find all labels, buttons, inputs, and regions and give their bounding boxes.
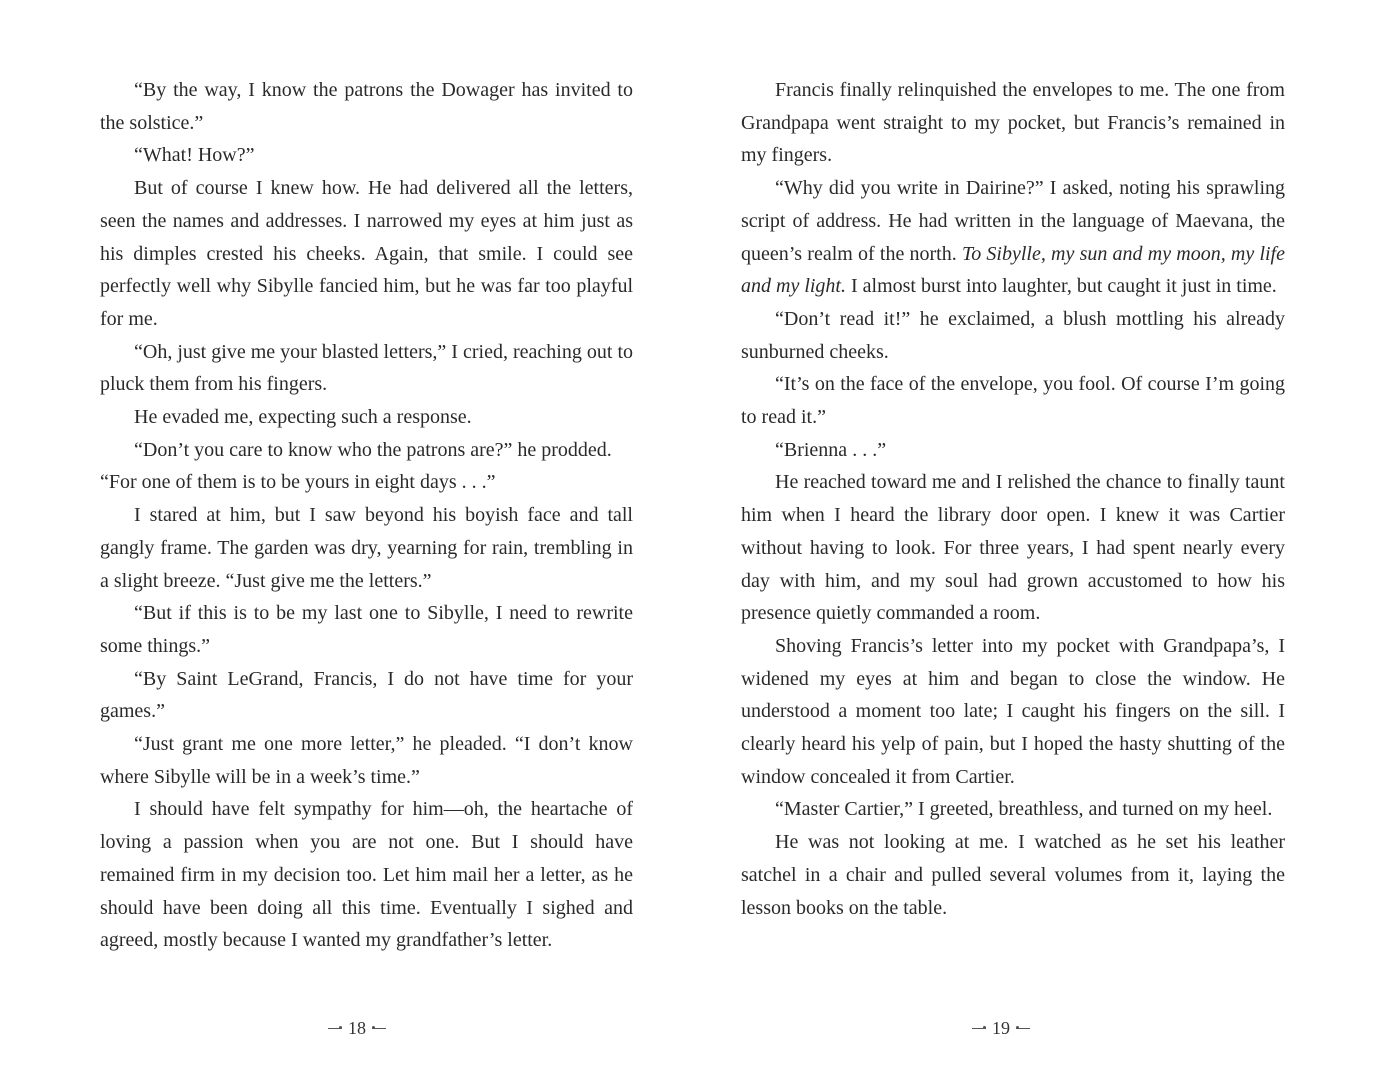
italic-inscription: To Sibylle, my sun and my moon, my life and my light.	[741, 242, 1285, 298]
page-number-right	[972, 1018, 1030, 1039]
paragraph: “It’s on the face of the envelope, you fool. Of course I’m going to read it.”	[741, 373, 1285, 429]
paragraph: He evaded me, expecting such a response.	[134, 406, 472, 429]
paragraph: “But if this is to be my last one to Sibylle, I need to rewrite some things.”	[100, 602, 633, 657]
left-page	[100, 74, 633, 957]
folio-ornament-icon	[372, 1025, 386, 1033]
page-number: 19	[992, 1018, 1010, 1038]
paragraph: Francis finally relinquished the envelopes to me. The one from Grandpapa went straight to my pocket, but Francis’s remained in my fingers.	[741, 79, 1285, 167]
paragraph: “What! How?”	[134, 144, 255, 167]
paragraph: “For one of them is to be yours in eight days . . .”	[100, 471, 496, 494]
paragraph: I stared at him, but I saw beyond his boyish face and tall gangly frame. The garden was dry, yearning for rain, trembling in a slight breeze. “Just give me the letters.”	[100, 504, 633, 592]
paragraph: “Don’t read it!” he exclaimed, a blush mottling his already sunburned cheeks.	[741, 307, 1285, 363]
paragraph-text: I almost burst into laughter, but caught it just in time.	[846, 275, 1277, 298]
paragraph: “By the way, I know the patrons the Dowager has invited to the solstice.”	[100, 79, 633, 134]
folio-ornament-icon	[328, 1025, 342, 1033]
paragraph: “By Saint LeGrand, Francis, I do not have time for your games.”	[100, 667, 633, 723]
paragraph: “Don’t you care to know who the patrons are?” he prodded.	[134, 438, 612, 461]
paragraph: “Master Cartier,” I greeted, breathless, and turned on my heel.	[775, 798, 1273, 821]
paragraph: I should have felt sympathy for him—oh, the heartache of loving a passion when you are not one. But I should have remained firm in my decision too. Let him mail her a letter, as he should have been doing all this time. Eventually I sighed and agreed, mostly because I wanted my grandfather’s letter.	[100, 798, 633, 952]
paragraph: Shoving Francis’s letter into my pocket with Grandpapa’s, I widened my eyes at him and began to close the window. He understood a moment too late; I caught his fingers on the sill. I clearly heard his yelp of pain, but I hoped the hasty shutting of the window concealed it from Cartier.	[741, 634, 1285, 788]
paragraph: He was not looking at me. I watched as he set his leather satchel in a chair and pulled several volumes from it, laying the lesson books on the table.	[741, 831, 1285, 919]
page-number: 18	[348, 1018, 366, 1038]
folio-ornament-icon	[972, 1025, 986, 1033]
paragraph-text: “Why did you write in Dairine?” I asked, noting his sprawling script of address. He had written in the language of Maevana, the queen’s realm of the north.	[741, 177, 1285, 265]
paragraph: “Brienna . . .”	[775, 438, 887, 461]
right-page	[741, 74, 1285, 924]
paragraph: But of course I knew how. He had delivered all the letters, seen the names and addresses. I narrowed my eyes at him just as his dimples crested his cheeks. Again, that smile. I could see perfectly well why Sibylle fancied him, but he was far too playful for me.	[100, 177, 633, 330]
folio-ornament-icon	[1016, 1025, 1030, 1033]
paragraph: “Just grant me one more letter,” he pleaded. “I don’t know where Sibylle will be in a week’s time.”	[100, 733, 633, 788]
page-number-left	[328, 1018, 386, 1039]
paragraph	[741, 172, 1285, 303]
paragraph: He reached toward me and I relished the chance to finally taunt him when I heard the library door open. I knew it was Cartier without having to look. For three years, I had spent nearly every day with him, and my soul had grown accustomed to how his presence quietly commanded a room.	[741, 471, 1285, 625]
paragraph: “Oh, just give me your blasted letters,” I cried, reaching out to pluck them from his fingers.	[100, 340, 633, 396]
